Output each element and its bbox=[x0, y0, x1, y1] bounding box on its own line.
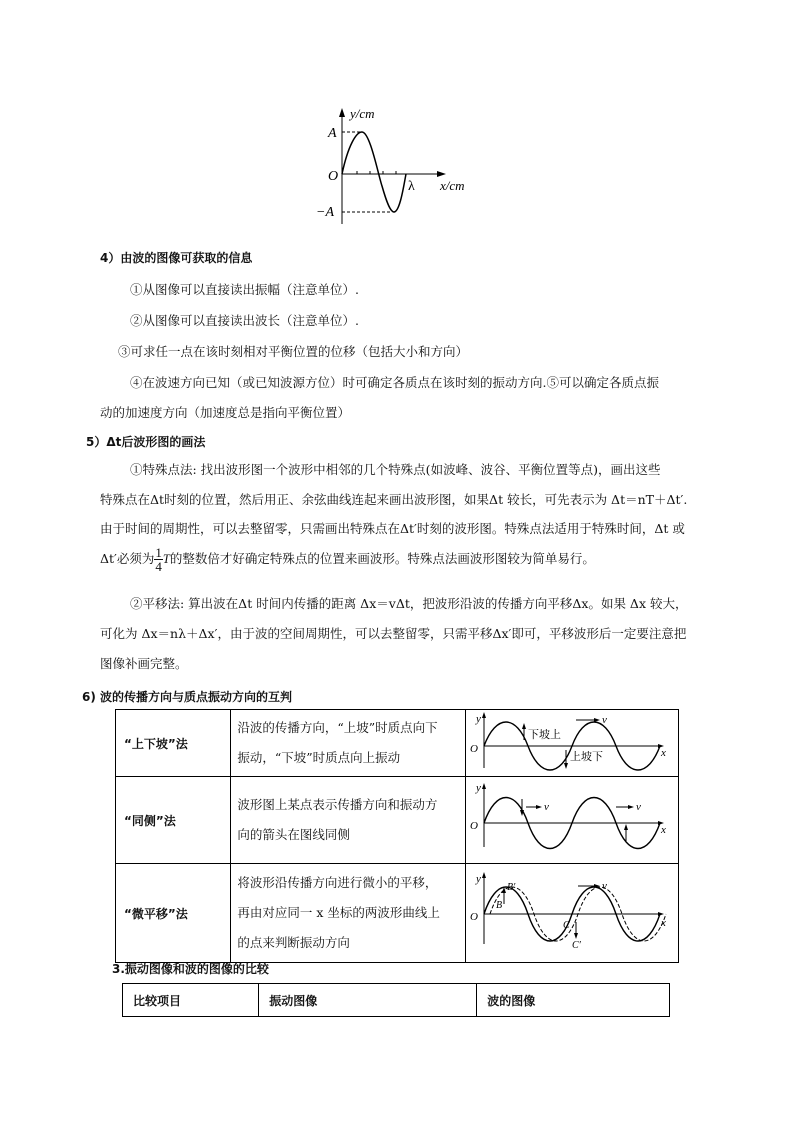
svg-text:x: x bbox=[660, 917, 666, 929]
s5-line-4-post: 的整数倍才好确定特殊点的位置来画波形。特殊点法画波形图较为简单易行。 bbox=[169, 551, 595, 566]
s5-line-3: 由于时间的周期性，可以去整留零，只需画出特殊点在Δt′时刻的波形图。特殊点法适用于特殊时间，Δt 或 bbox=[100, 521, 685, 536]
same-side-figure bbox=[466, 777, 678, 859]
svg-text:B′: B′ bbox=[506, 882, 516, 893]
figure-cell bbox=[465, 710, 678, 777]
header-compare-item: 比较项目 bbox=[123, 984, 259, 1017]
y-axis-arrow bbox=[339, 108, 345, 117]
table-row bbox=[123, 984, 670, 1017]
uphill-down-label: 上坡下 bbox=[569, 750, 603, 763]
method-cell: “上下坡”法 bbox=[116, 710, 231, 777]
amp-neg-label: −A bbox=[316, 205, 334, 220]
s5-line-5: ②平移法: 算出波在Δt 时间内传播的距离 Δx＝vΔt，把波形沿波的传播方向平移Δx。如果 Δx 较大， bbox=[130, 596, 688, 611]
wavelength-label: λ bbox=[408, 179, 415, 194]
s5-line-4-pre: Δt′必须为 bbox=[100, 551, 155, 566]
svg-text:y: y bbox=[475, 713, 481, 725]
x-axis-label: x/cm bbox=[440, 178, 465, 193]
s4-item-3: ③可求任一点在该时刻相对平衡位置的位移（包括大小和方向） bbox=[118, 344, 469, 359]
svg-text:v: v bbox=[543, 801, 549, 813]
s4-item-4a: ④在波速方向已知（或已知波源方位）时可确定各质点在该时刻的振动方向.⑤可以确定各质点振 bbox=[130, 375, 659, 390]
fraction-quarter: $\frac{1}{4}$ bbox=[155, 545, 162, 574]
figure-cell bbox=[465, 864, 678, 963]
svg-text:B: B bbox=[495, 900, 503, 911]
x-axis-arrow bbox=[437, 171, 446, 177]
section-4-heading: 4）由波的图像可获取的信息 bbox=[100, 251, 253, 265]
method-cell: “微平移”法 bbox=[116, 864, 231, 963]
s5-line-1: ①特殊点法: 找出波形图一个波形中相邻的几个特殊点(如波峰、波谷、平衡位置等点)，画出这些 bbox=[130, 462, 661, 477]
origin-label: O bbox=[328, 169, 339, 184]
header-vibration-graph: 振动图像 bbox=[259, 984, 477, 1017]
svg-text:x: x bbox=[660, 824, 666, 836]
amp-pos-label: A bbox=[328, 126, 337, 141]
s4-item-1: ①从图像可以直接读出振幅（注意单位）. bbox=[130, 282, 359, 297]
s5-line-7: 图像补画完整。 bbox=[100, 656, 188, 671]
s4-item-4b: 动的加速度方向（加速度总是指向平衡位置） bbox=[100, 405, 351, 420]
svg-text:v: v bbox=[601, 880, 607, 892]
uphill-downhill-figure bbox=[466, 710, 678, 772]
s4-item-2: ②从图像可以直接读出波长（注意单位）. bbox=[130, 313, 359, 328]
svg-text:C′: C′ bbox=[571, 940, 581, 951]
desc-cell: 波形图上某点表示传播方向和振动方 向的箭头在图线同侧 bbox=[231, 777, 466, 864]
svg-text:y: y bbox=[475, 873, 481, 885]
comparison-table bbox=[122, 983, 670, 1017]
comparison-heading: 3.振动图像和波的图像的比较 bbox=[112, 962, 269, 976]
header-wave-graph: 波的图像 bbox=[477, 984, 670, 1017]
svg-text:O: O bbox=[469, 911, 478, 923]
micro-shift-figure bbox=[466, 864, 678, 958]
svg-text:C: C bbox=[562, 920, 570, 931]
section-6-heading: 6) 波的传播方向与质点振动方向的互判 bbox=[82, 690, 293, 704]
svg-text:O: O bbox=[469, 820, 478, 832]
svg-text:v: v bbox=[635, 801, 641, 813]
wave-figure-top bbox=[312, 104, 484, 230]
y-axis-label: y/cm bbox=[350, 106, 375, 121]
desc-cell: 沿波的传播方向，“上坡”时质点向下 振动，“下坡”时质点向上振动 bbox=[231, 710, 466, 777]
svg-text:x: x bbox=[660, 747, 666, 759]
svg-text:y: y bbox=[475, 782, 481, 794]
desc-cell: 将波形沿传播方向进行微小的平移， 再由对应同一 x 坐标的两波形曲线上 的点来判断振动方向 bbox=[231, 864, 466, 963]
figure-cell bbox=[465, 777, 678, 864]
wave-graph bbox=[312, 104, 484, 230]
svg-text:v: v bbox=[601, 714, 607, 726]
downhill-up-label: 下坡上 bbox=[527, 728, 561, 741]
svg-text:O: O bbox=[469, 743, 478, 755]
period-symbol: T bbox=[162, 552, 170, 566]
direction-method-table bbox=[115, 709, 679, 963]
method-cell: “同侧”法 bbox=[116, 777, 231, 864]
s5-line-6: 可化为 Δx＝nλ＋Δx′，由于波的空间周期性，可以去整留零，只需平移Δx′即可，平移波形后一定要注意把 bbox=[100, 626, 687, 641]
s5-line-2: 特殊点在Δt时刻的位置，然后用正、余弦曲线连起来画出波形图，如果Δt 较长，可先表示为 Δt＝nT＋Δt′. bbox=[100, 492, 688, 507]
table-row bbox=[116, 864, 679, 963]
section-5-heading: 5）Δt后波形图的画法 bbox=[86, 435, 206, 449]
table-row bbox=[116, 777, 679, 864]
table-row bbox=[116, 710, 679, 777]
s5-line-4 bbox=[100, 546, 595, 573]
